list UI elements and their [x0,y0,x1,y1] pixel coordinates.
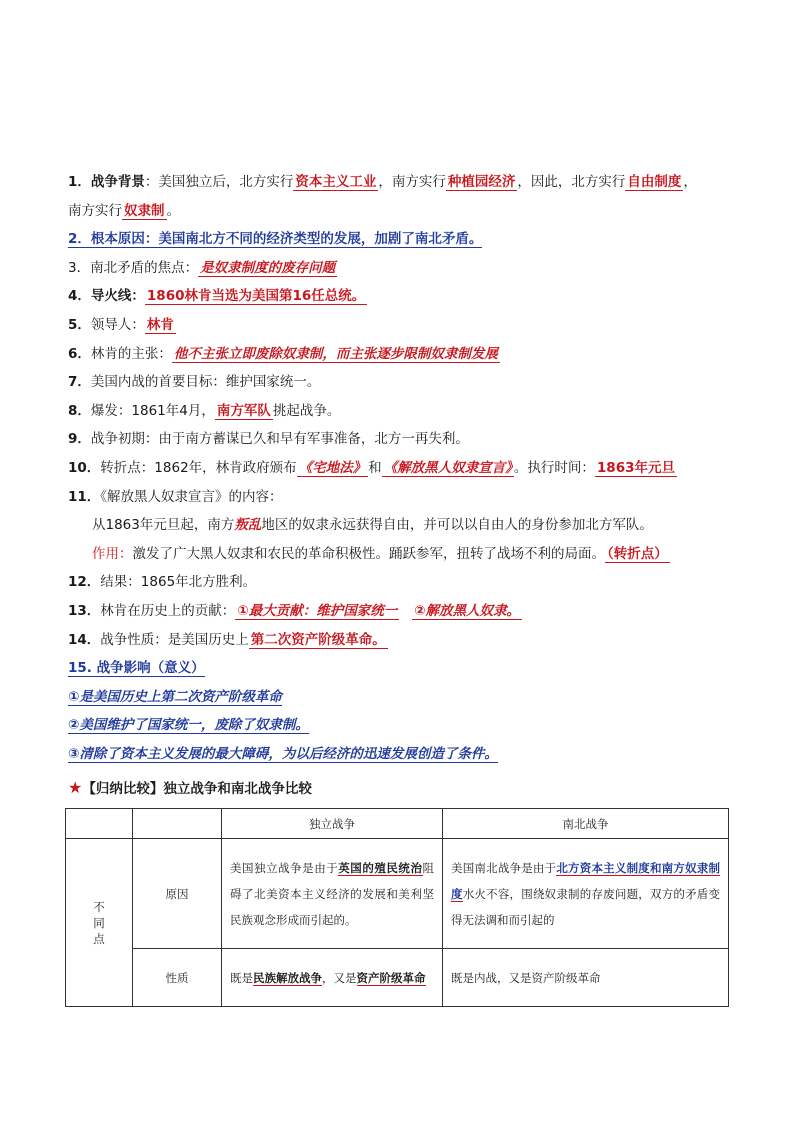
item-14: 14．战争性质：是美国历史上 第二次资产阶级革命。 [68,631,386,648]
keyword: 南方军队 [216,402,271,419]
keyword: 1863年元旦 [596,459,675,476]
group-label: 不同点 [66,839,133,1007]
keyword: （转折点） [607,545,668,562]
item-15-c: ③清除了资本主义发展的最大障碍，为以后经济的迅速发展创造了条件。 [68,745,498,762]
item-15-title: 15. 战争影响（意义） [68,660,205,677]
item-11-content: 从1863年元旦起，南方叛乱地区的奴隶永远获得自由，并可以以自由人的身份参加北方军队。 [92,517,653,534]
comparison-table [65,808,729,1007]
item-11: 11．《解放黑人奴隶宣言》的内容： [68,488,283,505]
keyword: 是奴隶制度的废存问题 [200,259,336,276]
keyword: 种植园经济 [447,174,516,190]
keyword: ①最大贡献：维护国家统一 [237,602,398,619]
keyword: 奴隶制 [124,202,165,219]
item-15-a: ①是美国历史上第二次资产阶级革命 [68,688,282,705]
item-5: 5．领导人： 林肯 [68,316,174,333]
cell-civil-nature: 既是内战，又是资产阶级革命 [443,949,729,1007]
item-12: 12．结果：1865年北方胜利。 [68,574,257,591]
row-label-nature: 性质 [133,949,222,1007]
item-2: 2．根本原因：美国南北方不同的经济类型的发展，加剧了南北矛盾。 [68,231,483,248]
cell-independence-cause: 美国独立战争是由于英国的殖民统治阻碍了北美资本主义经济的发展和美利坚民族观念形成而引起的。 [222,839,443,949]
keyword: 《解放黑人奴隶宣言》 [383,459,512,476]
item-7: 7．美国内战的首要目标：维护国家统一。 [68,374,321,391]
star-icon: ★ [68,778,83,798]
item-9: 9．战争初期：由于南方蓄谋已久和早有军事准备，北方一再失利。 [68,431,469,448]
item-13: 13．林肯在历史上的贡献： ①最大贡献：维护国家统一 ②解放黑人奴隶。 [68,602,521,619]
keyword: 1860林肯当选为美国第16任总统。 [146,288,366,305]
item-8: 8．爆发：1861年4月， 南方军队 挑起战争。 [68,402,341,419]
keyword: 自由制度 [627,174,682,190]
header-civil-war: 南北战争 [443,809,729,839]
compare-heading: ★【归纳比较】独立战争和南北战争比较 [68,778,312,798]
table-header-row [66,809,729,839]
item-10: 10．转折点：1862年，林肯政府颁布 《宅地法》 和 《解放黑人奴隶宣言》 。执行时间： 1863年元旦 [68,459,675,476]
keyword: ②解放黑人奴隶。 [414,602,521,619]
item-15-b: ②美国维护了国家统一，废除了奴隶制。 [68,717,309,734]
item-4: 4．导火线： 1860林肯当选为美国第16任总统。 [68,288,366,305]
table-row [66,949,729,1007]
item-3: 3．南北矛盾的焦点： 是奴隶制度的废存问题 [68,259,336,276]
notes-list [68,168,728,801]
table-row [66,839,729,949]
header-independence-war: 独立战争 [222,809,443,839]
item-number: 1． [68,174,91,190]
row-label-cause: 原因 [133,839,222,949]
keyword: 《宅地法》 [298,459,367,476]
item-1-cont: 南方实行 奴隶制 。 [68,202,180,219]
keyword: 第二次资产阶级革命。 [250,631,386,648]
keyword: 他不主张立即废除奴隶制，而主张逐步限制奴隶制发展 [173,345,498,362]
keyword: 林肯 [146,316,174,333]
cell-civil-cause: 美国南北战争是由于北方资本主义制度和南方奴隶制度水火不容，围绕奴隶制的存废问题，双方的矛盾变得无法调和而引起的 [443,839,729,949]
item-1: 1．战争背景：美国独立后，北方实行 资本主义工业 ，南方实行 种植园经济 ，因此，北方实行 自由制度 ， [68,174,697,190]
item-11-effect: 作用：激发了广大黑人奴隶和农民的革命积极性。踊跃参军，扭转了战场不利的局面。 （转折点） [92,545,668,562]
keyword: 资本主义工业 [295,174,377,190]
cell-independence-nature: 既是民族解放战争，又是资产阶级革命 [222,949,443,1007]
item-6: 6．林肯的主张： 他不主张立即废除奴隶制，而主张逐步限制奴隶制发展 [68,345,498,362]
